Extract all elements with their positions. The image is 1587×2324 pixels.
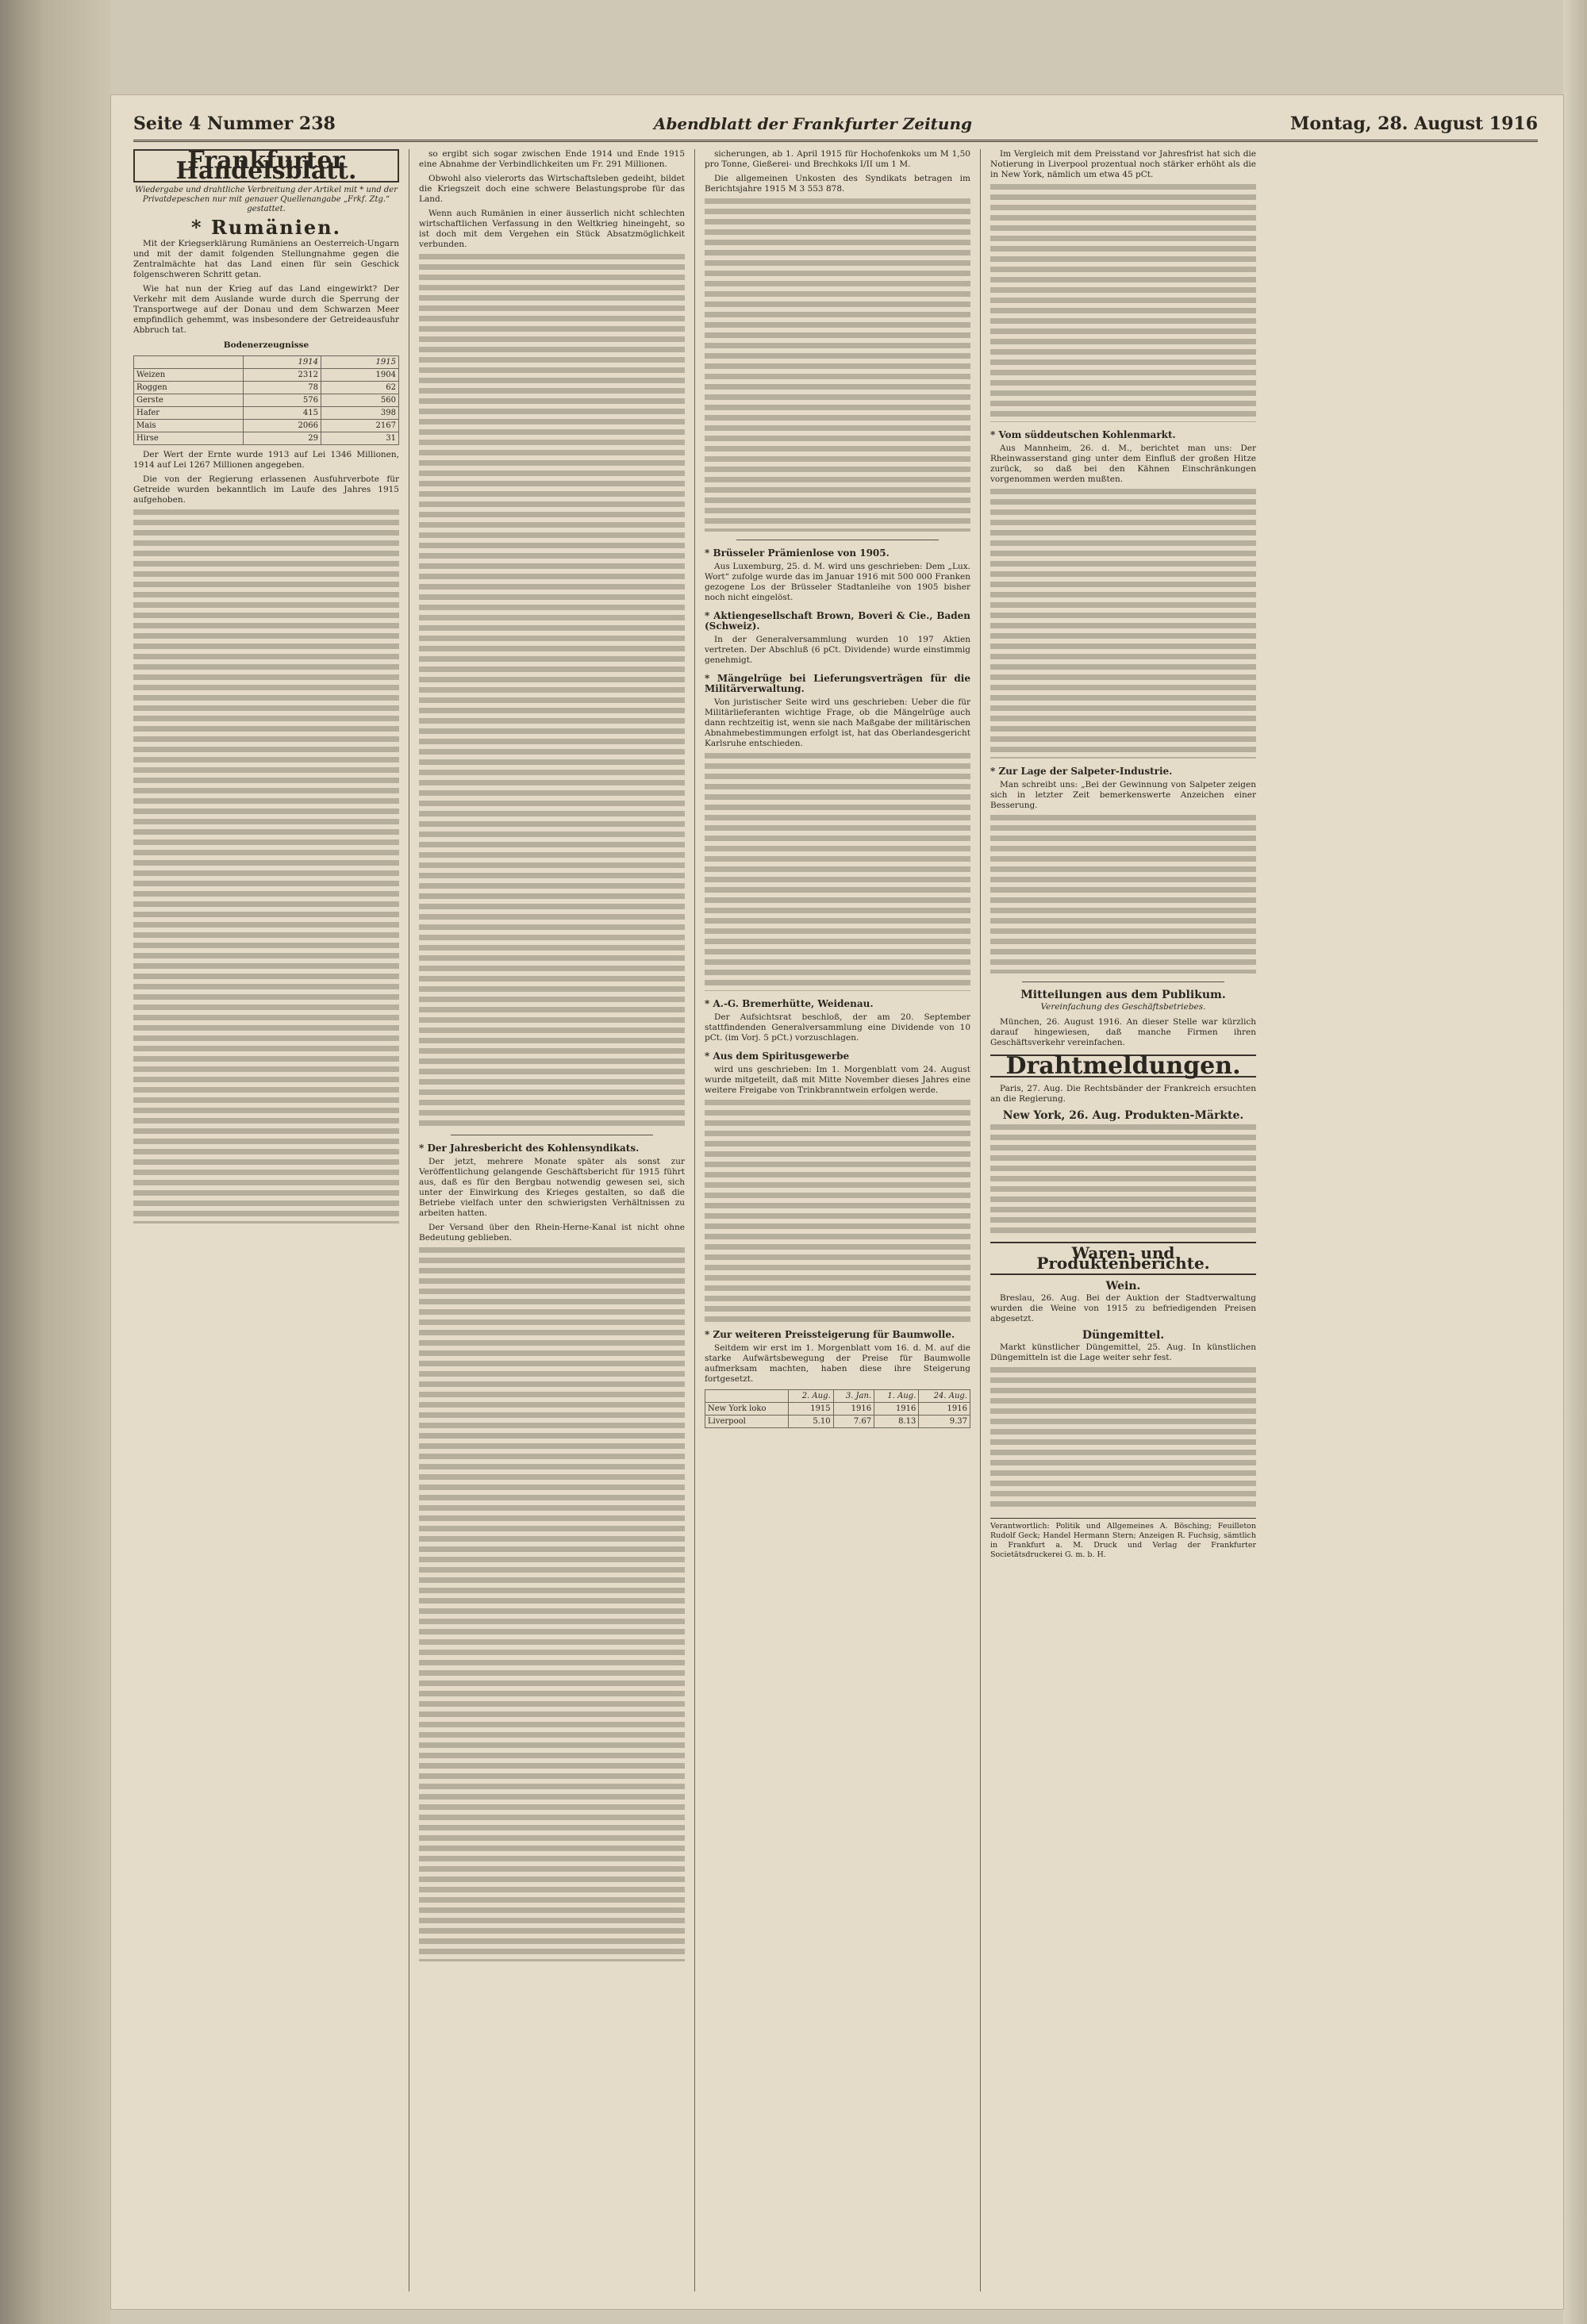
text-block-filler [705,198,970,532]
text-block-filler [990,1367,1256,1510]
table-cell: Roggen [134,382,244,394]
paragraph: Mit der Kriegserklärung Rumäniens an Oesterreich-Ungarn und mit der damit folgenden Stellungnahme gegen die Zentralmächte hat das Land einen für sein Geschick folgenschweren Schritt getan. [133,239,399,279]
paragraph: Der Wert der Ernte wurde 1913 auf Lei 1346 Millionen, 1914 auf Lei 1267 Millionen angegeben. [133,450,399,470]
text-block-filler [705,753,970,991]
table-cell: 5.10 [789,1416,833,1428]
table-cell: 2167 [321,420,399,432]
table-header-cell: 1914 [244,356,321,369]
table-row [134,394,399,407]
text-block-filler [419,254,685,1127]
table-cell: 8.13 [874,1416,919,1428]
table-cell: New York loko [705,1403,789,1416]
header-right: Montag, 28. August 1916 [1290,113,1538,134]
table-cell: Hirse [134,432,244,445]
table-cell: 576 [244,394,321,407]
masthead: Frankfurter Handelsblatt. [133,149,399,182]
table-cell: 2066 [244,420,321,432]
table-cell: Gerste [134,394,244,407]
table-header-cell: 1915 [321,356,399,369]
table-row [705,1403,970,1416]
table-cell: 31 [321,432,399,445]
masthead-note: Wiedergabe und drahtliche Verbreitung der Artikel mit * und der Privatdepeschen nur mit genauer Quellenangabe „Frkf. Ztg.“ gestattet. [134,186,398,213]
header-center: Abendblatt der Frankfurter Zeitung [653,114,972,133]
section-title: Wein. [1105,1280,1141,1293]
column-rule [694,149,695,2291]
text-block-filler [990,184,1256,422]
paragraph: Paris, 27. Aug. Die Rechtsbänder der Frankreich ersuchten an die Regierung. [990,1084,1256,1104]
page-edge [1563,0,1587,2324]
paragraph: Seitdem wir erst im 1. Morgenblatt vom 16. d. M. auf die starke Aufwärtsbewegung der Preise für Baumwolle aufmerksam machten, haben diese ihre Steigerung fortgesetzt. [705,1343,970,1384]
paragraph: München, 26. August 1916. An dieser Stelle war kürzlich darauf hingewiesen, daß manche Firmen ihren Geschäftsverkehr vereinfachen. [990,1017,1256,1047]
table-cell: 560 [321,394,399,407]
divider [1022,981,1224,982]
table-cell: Hafer [134,407,244,420]
table-cell: 1916 [874,1403,919,1416]
article-title: * Brüsseler Prämienlose von 1905. [705,547,890,559]
paragraph: Aus Mannheim, 26. d. M., berichtet man uns: Der Rheinwasserstand ging unter dem Einfluß der großen Hitze zurück, so daß bei den Kähnen Einschränkungen vorgenommen werden mußten. [990,444,1256,484]
section-title: Düngemittel. [1082,1329,1165,1342]
article-title: * Mängelrüge bei Lieferungsverträgen für die Militärverwaltung. [705,673,970,694]
paragraph: Breslau, 26. Aug. Bei der Auktion der Stadtverwaltung wurden die Weine von 1915 zu befriedigenden Preisen abgesetzt. [990,1293,1256,1323]
article-title: * Aktiengesellschaft Brown, Boveri & Cie., Baden (Schweiz). [705,610,970,632]
table-row [134,420,399,432]
paragraph: sicherungen, ab 1. April 1915 für Hochofenkoks um M 1,50 pro Tonne, Gießerei- und Brechkoks I/II um 1 M. [705,149,970,169]
section-headline: Waren- und Produktenberichte. [990,1242,1256,1275]
column-rule [980,149,981,2291]
article-title: * A.-G. Bremerhütte, Weidenau. [705,998,874,1009]
paragraph: Man schreibt uns: „Bei der Gewinnung von Salpeter zeigen sich in letzter Zeit bemerkenswerte Anzeichen einer Besserung. [990,780,1256,810]
column-3 [705,149,970,2291]
paragraph: Die allgemeinen Unkosten des Syndikats betragen im Berichtsjahre 1915 M 3 553 878. [705,174,970,194]
paragraph: Im Vergleich mit dem Preisstand vor Jahresfrist hat sich die Notierung in Liverpool prozentual noch stärker erhöht als die in New York, nämlich um etwa 45 pCt. [990,149,1256,179]
text-block-filler [705,1100,970,1322]
table-cell: Weizen [134,369,244,382]
article-title: * Zur weiteren Preissteigerung für Baumwolle. [705,1329,955,1340]
table-cell: 78 [244,382,321,394]
newspaper-page [111,95,1563,2309]
table-header-cell: 3. Jan. [833,1390,874,1403]
section-headline: Drahtmeldungen. [990,1054,1256,1077]
table-cell: 1915 [789,1403,833,1416]
table-cell: 2312 [244,369,321,382]
table-cell: 415 [244,407,321,420]
paragraph: Die von der Regierung erlassenen Ausfuhrverbote für Getreide wurden bekanntlich im Laufe des Jahres 1915 aufgehoben. [133,474,399,505]
table-row [134,407,399,420]
paragraph: so ergibt sich sogar zwischen Ende 1914 und Ende 1915 eine Abnahme der Verbindlichkeiten um Fr. 291 Millionen. [419,149,685,169]
section-title: Mitteilungen aus dem Publikum. [1020,989,1226,1001]
crop-table [133,355,399,445]
table-caption: Bodenerzeugnisse [223,340,309,350]
header-left: Seite 4 Nummer 238 [133,113,336,134]
paragraph: Markt künstlicher Düngemittel, 25. Aug. In künstlichen Düngemitteln ist die Lage weiter sehr fest. [990,1343,1256,1362]
paragraph: Wie hat nun der Krieg auf das Land eingewirkt? Der Verkehr mit dem Auslande wurde durch die Sperrung der Transportwege auf der Donau und dem Schwarzen Meer empfindlich gehemmt, was insbesondere der Getreideausfuhr Abbruch tat. [133,284,399,335]
table-cell: 62 [321,382,399,394]
table-cell: 1904 [321,369,399,382]
table-header-cell: 24. Aug. [919,1390,970,1403]
table-header-cell: 1. Aug. [874,1390,919,1403]
page-header [133,108,1538,142]
table-header-cell [134,356,244,369]
paragraph: Wenn auch Rumänien in einer äusserlich nicht schlechten wirtschaftlichen Verfassung in den Weltkrieg hineingeht, so ist doch mit dem Vergehen ein Stück Absatzmöglichkeit verbunden. [419,209,685,249]
text-block-filler [419,1247,685,1961]
table-header-cell: 2. Aug. [789,1390,833,1403]
table-row [134,432,399,445]
column-4 [990,149,1256,2291]
table-cell: 7.67 [833,1416,874,1428]
imprint: Verantwortlich: Politik und Allgemeines A. Bösching; Feuilleton Rudolf Geck; Handel Hermann Stern; Anzeigen R. Fuchsig, sämtlich in Frankfurt a. M. Druck und Verlag der Frankfurter Societätsdruckerei G. m. b. H. [990,1518,1256,1560]
table-cell: 398 [321,407,399,420]
table-cell: Liverpool [705,1416,789,1428]
paragraph: wird uns geschrieben: Im 1. Morgenblatt vom 24. August wurde mitgeteilt, daß mit Mitte November dieses Jahres eine weitere Freigabe von Trinkbranntwein erfolgen werde. [705,1065,970,1095]
column-2 [419,149,685,2291]
table-row [134,369,399,382]
paragraph: Der jetzt, mehrere Monate später als sonst zur Veröffentlichung gelangende Geschäftsbericht für 1915 führt aus, daß es für den Bergbau notwendig gewesen sei, sich unter der Einwirkung des Krieges gestalten, so daß die Betriebe vielfach unter den schwierigsten Verhältnissen zu arbeiten hatten. [419,1157,685,1218]
column-1 [133,149,399,2291]
paragraph: In der Generalversammlung wurden 10 197 Aktien vertreten. Der Abschluß (6 pCt. Dividende) wurde einstimmig genehmigt. [705,635,970,665]
article-title: * Der Jahresbericht des Kohlensyndikats. [419,1143,640,1154]
paragraph: Der Versand über den Rhein-Herne-Kanal ist nicht ohne Bedeutung geblieben. [419,1223,685,1243]
table-row [705,1416,970,1428]
text-block-filler [990,489,1256,759]
book-binding [0,0,111,2324]
paragraph: Aus Luxemburg, 25. d. M. wird uns geschrieben: Dem „Lux. Wort“ zufolge wurde das im Januar 1916 mit 500 000 Franken gezogene Los der Brüsseler Stadtanleihe von 1905 bisher noch nicht eingelöst. [705,562,970,602]
headline-rumaenien: * Rumänien. [191,216,341,239]
section-title: New York, 26. Aug. Produkten-Märkte. [1002,1109,1244,1122]
table-row [134,382,399,394]
cotton-table [705,1389,970,1428]
article-title: * Zur Lage der Salpeter-Industrie. [990,766,1173,777]
paragraph: Von juristischer Seite wird uns geschrieben: Ueber die für Militärlieferanten wichtige Frage, ob die Mängelrüge auch dann rechtzeitig ist, wenn sie nach Maßgabe der militärischen Abnahmebestimmungen erfolgt ist, hat das Oberlandesgericht Karlsruhe entschieden. [705,697,970,748]
text-block-filler [990,1124,1256,1235]
table-cell: 1916 [919,1403,970,1416]
table-cell: Mais [134,420,244,432]
article-title: * Vom süddeutschen Kohlenmarkt. [990,429,1176,440]
paragraph: Der Aufsichtsrat beschloß, der am 20. September stattfindenden Generalversammlung eine Dividende von 10 pCt. (im Vorj. 5 pCt.) vorzuschlagen. [705,1012,970,1043]
table-header-cell [705,1390,789,1403]
text-block-filler [133,509,399,1223]
paragraph: Obwohl also vielerorts das Wirtschaftsleben gedeiht, bildet die Kriegszeit doch eine schwere Belastungsprobe für das Land. [419,174,685,204]
table-cell: 29 [244,432,321,445]
section-subtitle: Vereinfachung des Geschäftsbetriebes. [1040,1002,1206,1012]
table-cell: 9.37 [919,1416,970,1428]
text-block-filler [990,815,1256,974]
table-cell: 1916 [833,1403,874,1416]
article-title: * Aus dem Spiritusgewerbe [705,1051,850,1062]
